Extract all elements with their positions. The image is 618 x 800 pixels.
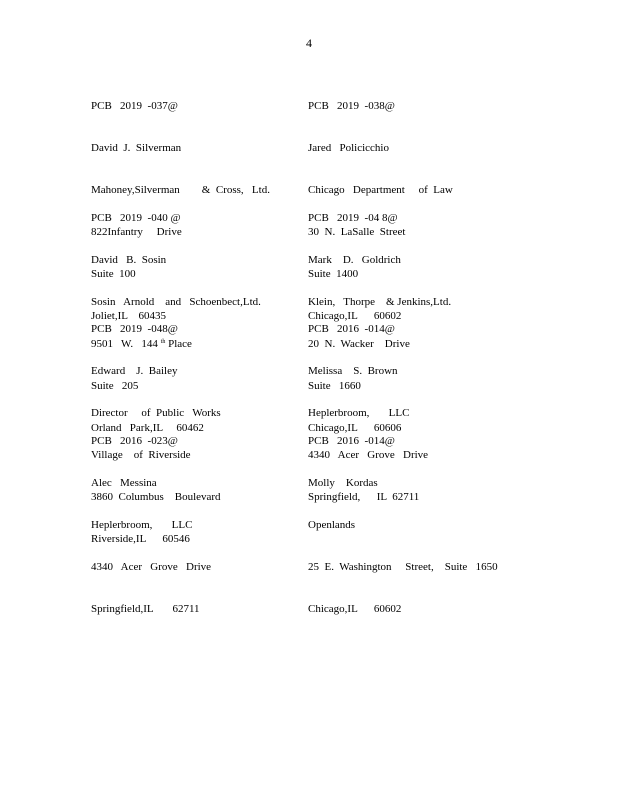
contact-name: Alec Messina <box>91 477 157 489</box>
case-number: PCB 2019 -040 @ <box>91 212 181 224</box>
city-state-zip: Joliet,IL 60435 <box>91 310 167 322</box>
organization: Director of Public Works <box>91 407 221 419</box>
city-state-zip: Chicago,IL 60602 <box>308 603 402 615</box>
case-number: PCB 2016 -023@ <box>91 435 178 447</box>
city-state-zip: Chicago,IL 60606 <box>308 422 402 434</box>
page-number: 4 <box>306 36 312 50</box>
street-address: 4340 Acer Grove Drive <box>308 449 429 461</box>
street-address: 20 N. Wacker Drive <box>308 338 410 350</box>
organization: Sosin Arnold and Schoenbect,Ltd. <box>91 296 261 308</box>
contact-name: Melissa S. Brown <box>308 365 398 377</box>
contact-name: David J. Silverman <box>91 142 182 154</box>
organization: Klein, Thorpe & Jenkins,Ltd. <box>308 296 452 308</box>
ordinal-suffix: th <box>160 339 166 345</box>
suite: Suite 100 <box>91 268 136 280</box>
organization: Mahoney,Silverman & Cross, Ltd. <box>91 184 270 196</box>
case-number: PCB 2019 -037@ <box>91 100 178 112</box>
case-number: PCB 2019 -038@ <box>308 100 395 112</box>
contact-name: Molly Kordas <box>308 477 378 489</box>
street-address: 822Infantry Drive <box>91 226 182 238</box>
street-address: 4340 Acer Grove Drive <box>91 561 212 573</box>
service-entry-messina <box>91 406 311 630</box>
city-state-zip: Riverside,IL 60546 <box>91 533 190 545</box>
city-state-zip: Orland Park,IL 60462 <box>91 422 204 434</box>
contact-name: Jared Policicchio <box>308 142 389 154</box>
contact-name: David B. Sosin <box>91 254 167 266</box>
case-number: PCB 2016 -014@ <box>308 435 395 447</box>
suite: 3860 Columbus Boulevard <box>91 491 221 503</box>
contact-name: Edward J. Bailey <box>91 365 178 377</box>
city-state-zip: Springfield, IL 62711 <box>308 491 420 503</box>
service-entry-kordas <box>308 406 528 630</box>
city-state-zip: Chicago,IL 60602 <box>308 310 402 322</box>
street-number: 9501 W. 144 <box>91 338 161 350</box>
street-address: 25 E. Washington Street, Suite 1650 <box>308 561 498 573</box>
street-type: Place <box>165 338 192 350</box>
street-address: Village of Riverside <box>91 449 191 461</box>
case-number: PCB 2019 -04 8@ <box>308 212 398 224</box>
suite: Suite 205 <box>91 380 139 392</box>
organization: Heplerbroom, LLC <box>91 519 193 531</box>
contact-name: Mark D. Goldrich <box>308 254 401 266</box>
case-number: PCB 2016 -014@ <box>308 323 395 335</box>
suite: Suite 1400 <box>308 268 359 280</box>
city-state-zip: Springfield,IL 62711 <box>91 603 200 615</box>
street-address: 30 N. LaSalle Street <box>308 226 406 238</box>
organization: Openlands <box>308 519 356 531</box>
organization: Chicago Department of Law <box>308 184 453 196</box>
case-number: PCB 2019 -048@ <box>91 323 178 335</box>
organization: Heplerbroom, LLC <box>308 407 410 419</box>
suite: Suite 1660 <box>308 380 361 392</box>
